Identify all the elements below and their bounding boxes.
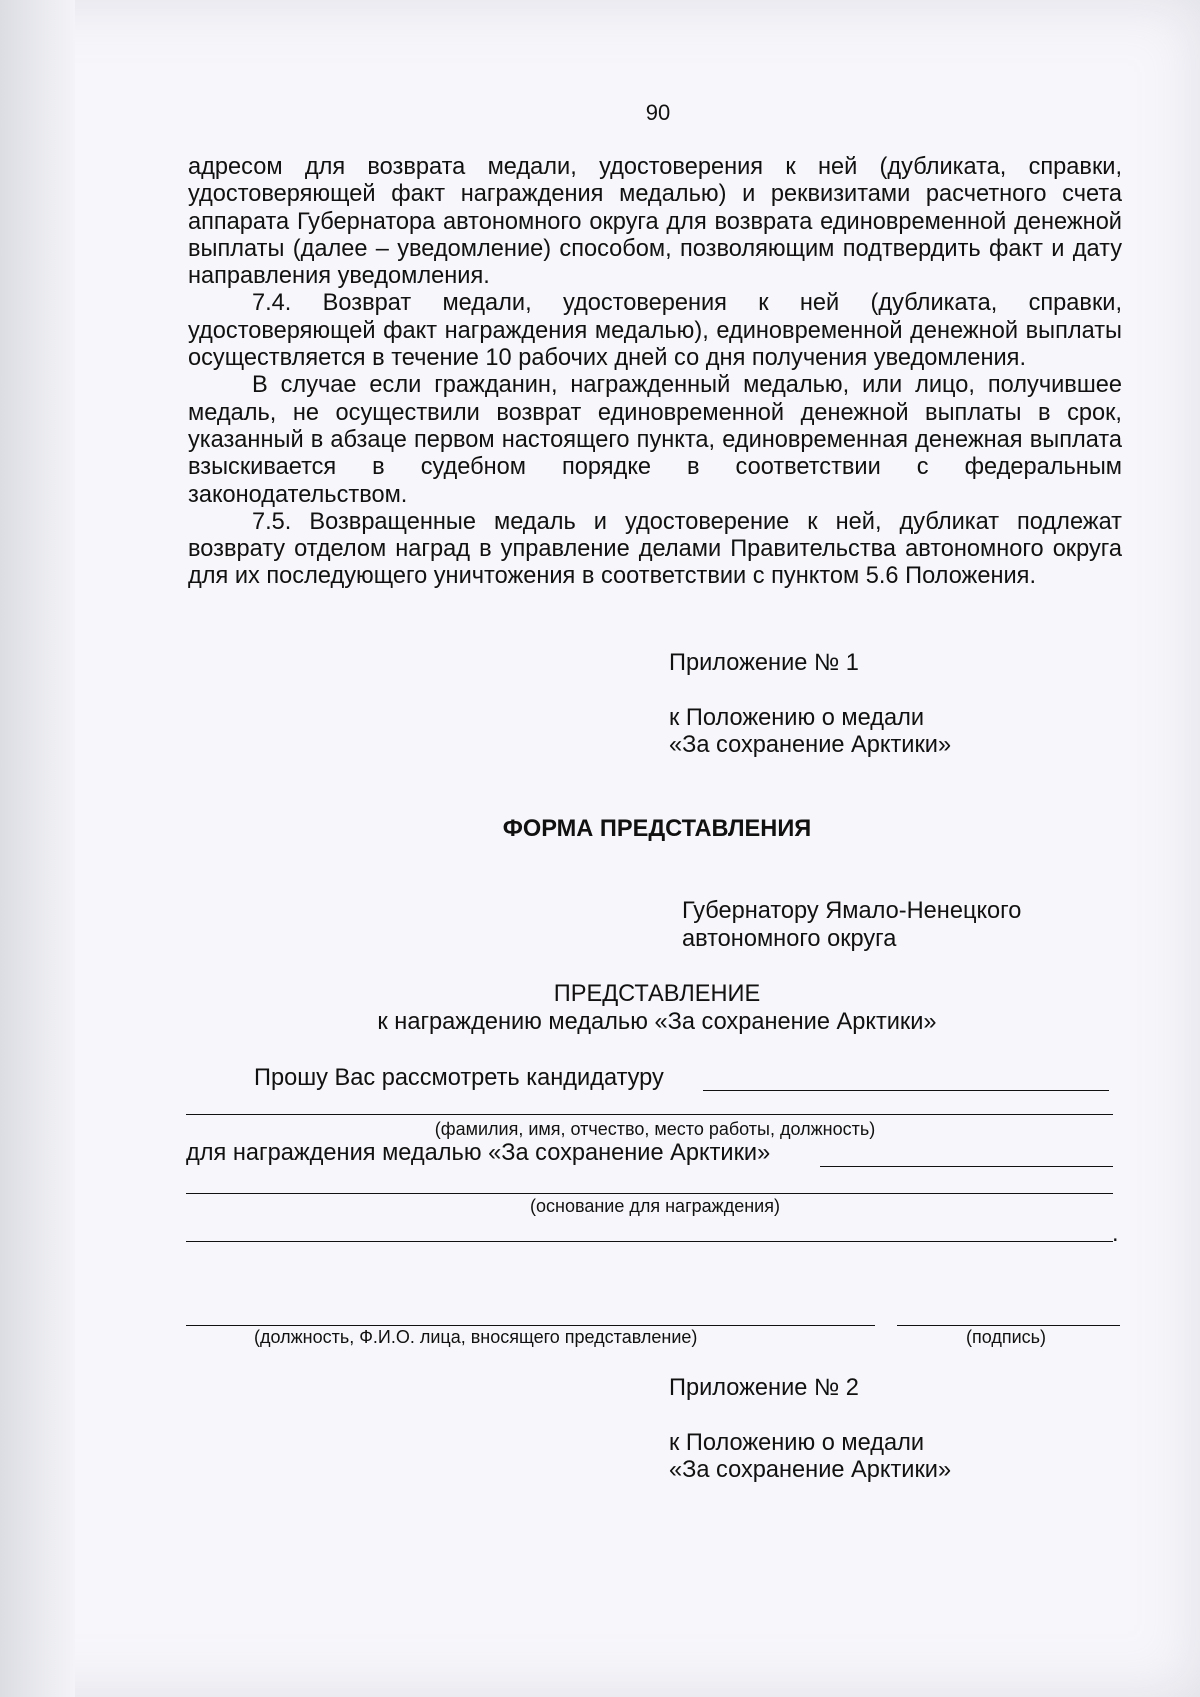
- end-period: .: [1112, 1221, 1119, 1247]
- candidate-hint: (фамилия, имя, отчество, место работы, должность): [434, 1119, 876, 1139]
- scan-edge-shadow: [0, 0, 75, 1697]
- basis-field-line-1[interactable]: [186, 1168, 1113, 1194]
- basis-field-line-2[interactable]: [186, 1218, 1113, 1242]
- paragraph: 7.4. Возврат медали, удостоверения к ней (дубликата, справки, удостоверяющей факт награждения медалью), единовременной денежной выплаты осуществляется в течение 10 рабочих дней со дня получения уведомления.: [188, 290, 1122, 372]
- addressee-line: Губернатору Ямало-Ненецкого: [682, 898, 1022, 924]
- paragraph: адресом для возврата медали, удостоверения к ней (дубликата, справки, удостоверяющей факт награждения медалью) и реквизитами расчетного счета аппарата Губернатора автономного округа для возврата единовременной денежной выплаты (далее – уведомление) способом, позволяющим подтвердить факт и дату направления уведомления.: [188, 154, 1122, 290]
- request-text: Прошу Вас рассмотреть кандидатуру: [254, 1065, 664, 1091]
- appendix-1-block: [669, 650, 951, 760]
- basis-hint: (основание для награждения): [530, 1196, 780, 1216]
- signer-hint: (должность, Ф.И.О. лица, вносящего представление): [254, 1327, 698, 1347]
- document-title: ПРЕДСТАВЛЕНИЕ: [553, 981, 761, 1007]
- signature-hint: (подпись): [966, 1327, 1047, 1347]
- document-subtitle: к награждению медалью «За сохранение Арктики»: [377, 1009, 937, 1035]
- paragraph: 7.5. Возвращенные медаль и удостоверение к ней, дубликат подлежат возврату отделом наград в управление делами Правительства автономного округа для их последующего уничтожения в соответствии с пунктом 5.6 Положения.: [188, 508, 1122, 590]
- appendix-label: Приложение № 1: [669, 650, 859, 676]
- appendix-2-block: [669, 1375, 951, 1485]
- appendix-line: «За сохранение Арктики»: [669, 732, 952, 758]
- signer-field-line[interactable]: [186, 1303, 875, 1326]
- appendix-line: «За сохранение Арктики»: [669, 1457, 952, 1483]
- candidate-field-line-1[interactable]: [703, 1066, 1109, 1091]
- signature-field-line[interactable]: [897, 1303, 1120, 1326]
- appendix-line: к Положению о медали: [669, 1429, 925, 1456]
- award-text: для награждения медалью «За сохранение Арктики»: [186, 1140, 771, 1166]
- addressee-block: [682, 898, 1021, 953]
- addressee-line: автономного округа: [682, 925, 897, 952]
- candidate-field-line-2[interactable]: [186, 1090, 1113, 1115]
- award-field-line-1[interactable]: [820, 1142, 1113, 1167]
- paragraph: В случае если гражданин, награжденный медалью, или лицо, получившее медаль, не осуществили возврат единовременной денежной выплаты в срок, указанный в абзаце первом настоящего пункта, единовременная денежная выплата взыскивается в судебном порядке в соответствии с федеральным законодательством.: [188, 372, 1122, 508]
- form-title: ФОРМА ПРЕДСТАВЛЕНИЯ: [502, 816, 812, 842]
- appendix-label: Приложение № 2: [669, 1375, 859, 1401]
- appendix-line: к Положению о медали: [669, 704, 925, 731]
- page-number: 90: [645, 100, 671, 125]
- body-text: [188, 154, 1122, 591]
